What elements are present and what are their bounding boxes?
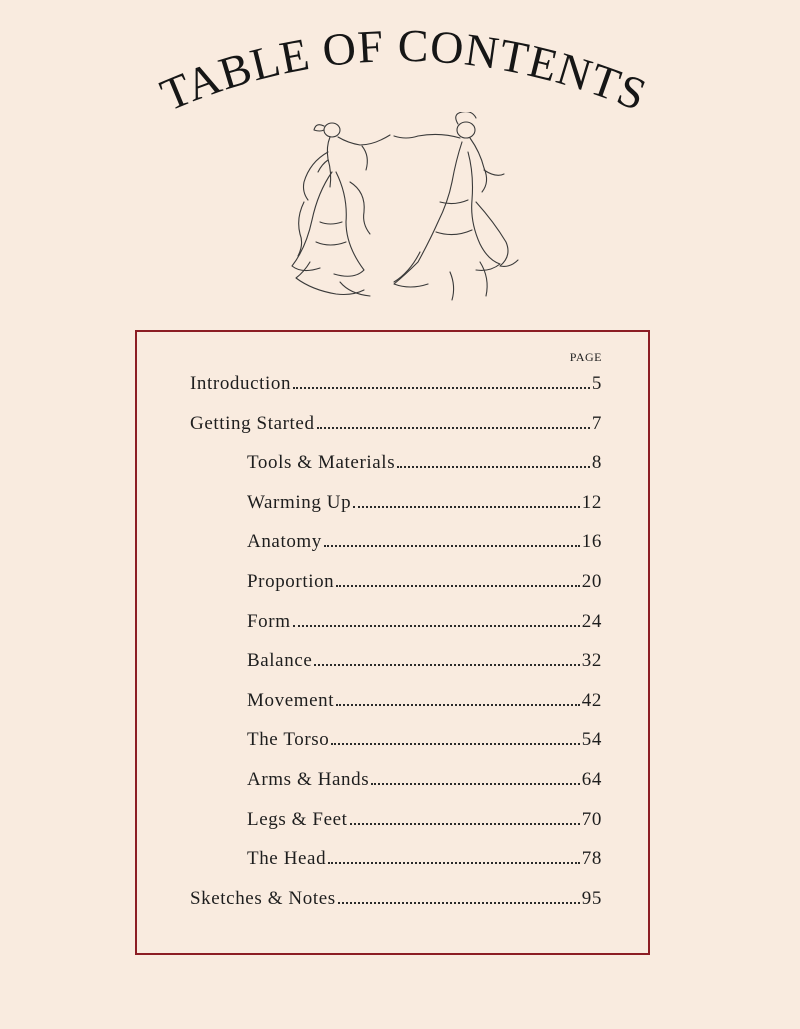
right-dancer-sketch — [394, 112, 518, 300]
toc-entry — [247, 768, 602, 792]
toc-entry — [190, 412, 602, 436]
dancing-figures-illustration — [280, 112, 520, 312]
toc-entry — [247, 728, 602, 752]
toc-entry-label: Movement — [247, 689, 335, 711]
toc-entry-label: Introduction — [190, 373, 292, 394]
toc-entry — [247, 689, 602, 713]
toc-entry-label: Proportion — [247, 571, 335, 592]
toc-entry-page-number: 54 — [581, 729, 602, 751]
toc-entry-page-number: 8 — [591, 452, 602, 474]
toc-entry-page-number: 5 — [591, 373, 602, 394]
toc-entry-page-number: 16 — [581, 531, 602, 553]
toc-dot-leader — [331, 743, 579, 745]
toc-entry — [247, 491, 602, 515]
toc-entry-page-number: 32 — [581, 650, 602, 672]
toc-dot-leader — [350, 823, 580, 825]
toc-dot-leader — [317, 427, 590, 429]
toc-entry-label: Sketches & Notes — [190, 887, 336, 909]
toc-dot-leader — [293, 387, 590, 389]
table-of-contents-frame — [135, 330, 650, 955]
toc-entry — [247, 847, 602, 871]
page-title-label: TABLE OF CONTENTS — [153, 19, 655, 121]
toc-entry-label: Arms & Hands — [247, 769, 370, 790]
toc-entry-page-number: 7 — [591, 412, 602, 434]
toc-dot-leader — [353, 506, 580, 508]
toc-entry-label: The Torso — [247, 729, 330, 751]
toc-dot-leader — [338, 902, 580, 904]
toc-dot-leader — [314, 664, 579, 666]
toc-entry-page-number: 24 — [581, 610, 602, 632]
toc-entry-label: Tools & Materials — [247, 452, 396, 474]
toc-entry — [247, 808, 602, 832]
toc-dot-leader — [397, 466, 590, 468]
toc-entry-label: Warming Up — [247, 491, 352, 513]
toc-dot-leader — [293, 625, 580, 627]
toc-entry-label: Anatomy — [247, 531, 322, 553]
toc-entry — [247, 530, 602, 554]
toc-entry-label: Balance — [247, 650, 313, 672]
toc-entry-page-number: 20 — [581, 571, 602, 592]
toc-entry — [247, 570, 602, 594]
toc-entry-label: Form — [247, 610, 291, 632]
toc-entry-label: The Head — [247, 848, 327, 870]
toc-dot-leader — [336, 704, 580, 706]
toc-entry-page-number: 64 — [581, 769, 602, 790]
toc-entry — [247, 649, 602, 673]
toc-entry-page-number: 95 — [581, 887, 602, 909]
toc-entry — [247, 610, 602, 634]
toc-entry-page-number: 70 — [581, 808, 602, 830]
toc-entry-label: Legs & Feet — [247, 808, 348, 830]
toc-entry-page-number: 12 — [581, 491, 602, 513]
left-dancer-sketch — [292, 123, 390, 296]
toc-entry — [190, 372, 602, 396]
toc-dot-leader — [324, 545, 580, 547]
toc-entry-page-number: 42 — [581, 689, 602, 711]
page-column-label: PAGE — [569, 350, 602, 364]
toc-dot-leader — [336, 585, 580, 587]
page-title-text — [153, 20, 654, 121]
toc-entry-page-number: 78 — [581, 848, 602, 870]
toc-dot-leader — [371, 783, 580, 785]
toc-entry — [247, 451, 602, 475]
toc-entry — [190, 887, 602, 911]
toc-dot-leader — [328, 862, 580, 864]
toc-entry-label: Getting Started — [190, 412, 315, 434]
